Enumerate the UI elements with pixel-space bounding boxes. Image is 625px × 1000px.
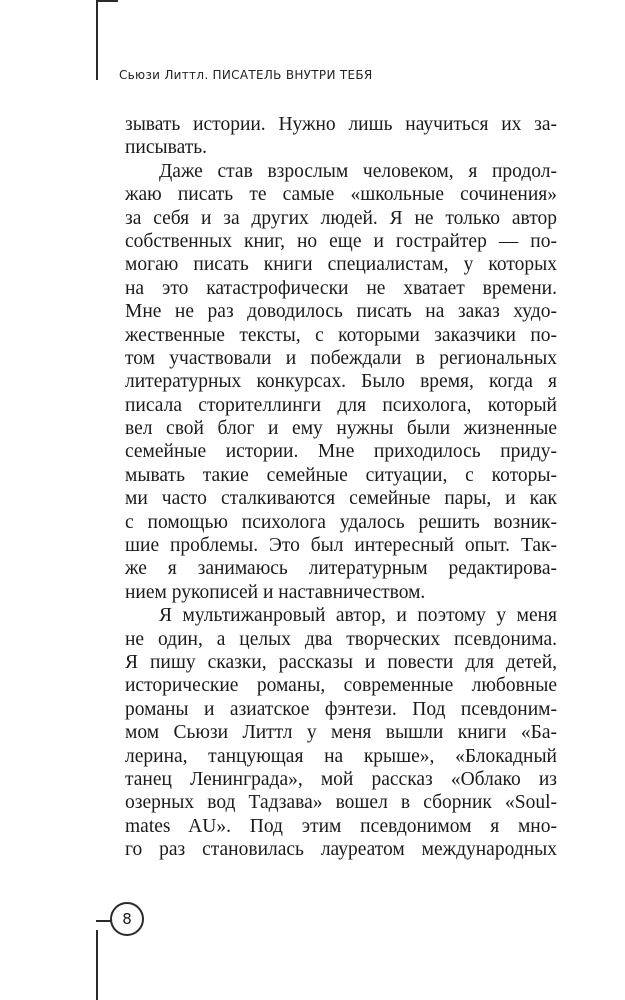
text-line: писывать. bbox=[125, 137, 208, 159]
text-line: на это катастрофически не хватает времени. bbox=[125, 277, 557, 299]
text-line: писала сторителлинги для психолога, который bbox=[125, 394, 557, 416]
text-line: том участвовали и побеждали в региональных bbox=[125, 347, 557, 369]
text-line: Я пишу сказки, рассказы и повести для детей, bbox=[125, 651, 557, 673]
text-line: же я занимаюсь литературным редактирова- bbox=[125, 558, 557, 580]
page-number: 8 bbox=[110, 902, 144, 936]
text-line: вел свой блог и ему нужны были жизненные bbox=[125, 418, 557, 440]
text-line: танец Ленинграда», мой рассказ «Облако из bbox=[125, 768, 557, 790]
text-line: озерных вод Тадзава» вошел в сборник «Soul- bbox=[125, 792, 557, 814]
text-line: мом Сьюзи Литтл у меня вышли книги «Ба- bbox=[125, 722, 557, 744]
text-line: могаю писать книги специалистам, у которых bbox=[125, 254, 557, 276]
text-line: собственных книг, но еще и гострайтер — по- bbox=[125, 230, 557, 252]
top-corner-vertical-rule bbox=[96, 0, 98, 80]
text-line: жаю писать те самые «школьные сочинения» bbox=[125, 184, 557, 206]
text-line: Даже став взрослым человеком, я продол- bbox=[159, 160, 557, 182]
text-line: литературных конкурсах. Было время, когда я bbox=[125, 371, 557, 393]
text-line: романы и азиатское фэнтези. Под псевдоним- bbox=[125, 698, 557, 720]
body-text bbox=[125, 113, 557, 862]
text-line: зывать истории. Нужно лишь научиться их за- bbox=[125, 114, 557, 135]
text-line: Мне не раз доводилось писать на заказ худо- bbox=[125, 301, 557, 323]
text-line: нием рукописей и наставничеством. bbox=[125, 581, 426, 603]
text-line: не один, а целых два творческих псевдонима. bbox=[125, 628, 557, 650]
text-line: семейные истории. Мне приходилось приду- bbox=[125, 441, 557, 463]
top-corner-horizontal-rule bbox=[96, 0, 118, 2]
text-line: за себя и за других людей. Я не только автор bbox=[125, 207, 557, 229]
text-line: шие проблемы. Это был интересный опыт. Так- bbox=[125, 535, 557, 557]
running-head: Сьюзи Литтл. ПИСАТЕЛЬ ВНУТРИ ТЕБЯ bbox=[119, 68, 373, 82]
text-line: го раз становилась лауреатом международных bbox=[125, 839, 557, 861]
text-line: исторические романы, современные любовные bbox=[125, 675, 557, 697]
text-line: mates AU». Под этим псевдонимом я мно- bbox=[125, 815, 557, 837]
text-line: лерина, танцующая на крыше», «Блокадный bbox=[125, 745, 557, 767]
text-line: Я мультижанровый автор, и поэтому у меня bbox=[159, 605, 557, 627]
text-line: мывать такие семейные ситуации, с которы- bbox=[125, 464, 557, 486]
text-line: жественные тексты, с которыми заказчики по- bbox=[125, 324, 557, 346]
text-line: с помощью психолога удалось решить возник- bbox=[125, 511, 557, 533]
bottom-corner-vertical-rule bbox=[96, 930, 98, 1000]
text-line: ми часто сталкиваются семейные пары, и как bbox=[125, 488, 557, 510]
